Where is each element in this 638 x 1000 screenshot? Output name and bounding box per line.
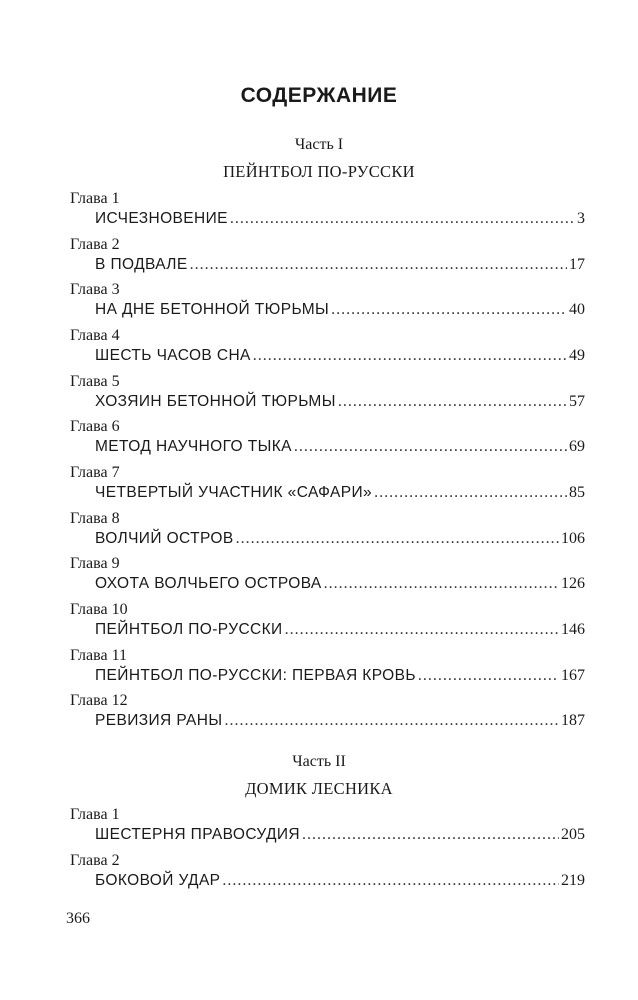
toc-entry-page: 219	[561, 872, 585, 889]
chapter-label: Глава 12	[70, 692, 128, 709]
toc-entry-title: БОКОВОЙ УДАР	[95, 872, 221, 889]
leader-dots	[294, 438, 567, 456]
leader-dots	[236, 530, 559, 548]
leader-dots	[222, 872, 559, 890]
chapter-label: Глава 5	[70, 373, 120, 390]
toc-entry[interactable]	[95, 301, 585, 319]
toc-entry[interactable]	[95, 575, 585, 593]
toc-entry-page: 146	[561, 621, 585, 638]
toc-entry[interactable]	[95, 621, 585, 639]
leader-dots	[374, 484, 567, 502]
toc-entry-page: 85	[569, 484, 585, 501]
part-2-label: Часть II	[292, 753, 346, 770]
toc-entry-page: 3	[577, 210, 585, 227]
leader-dots	[324, 575, 559, 593]
part-2-title: ДОМИК ЛЕСНИКА	[245, 779, 393, 798]
toc-entry[interactable]	[95, 347, 585, 365]
toc-heading: СОДЕРЖАНИЕ	[240, 84, 398, 107]
toc-entry-title: ШЕСТЬ ЧАСОВ СНА	[95, 347, 251, 364]
toc-entry-title: МЕТОД НАУЧНОГО ТЫКА	[95, 438, 292, 455]
toc-entry-page: 167	[561, 667, 585, 684]
chapter-label: Глава 1	[70, 806, 120, 823]
chapter-label: Глава 1	[70, 190, 120, 207]
chapter-label: Глава 7	[70, 464, 120, 481]
chapter-label: Глава 2	[70, 236, 120, 253]
page-number: 366	[66, 910, 90, 927]
toc-entry-title: ИСЧЕЗНОВЕНИЕ	[95, 210, 228, 227]
chapter-label: Глава 10	[70, 601, 128, 618]
toc-entry[interactable]	[95, 667, 585, 685]
toc-entry[interactable]	[95, 393, 585, 411]
chapter-label: Глава 11	[70, 647, 127, 664]
toc-entry-title: ОХОТА ВОЛЧЬЕГО ОСТРОВА	[95, 575, 322, 592]
toc-entry-page: 69	[569, 438, 585, 455]
toc-entry-title: НА ДНЕ БЕТОННОЙ ТЮРЬМЫ	[95, 301, 330, 318]
chapter-label: Глава 2	[70, 852, 120, 869]
leader-dots	[418, 667, 559, 685]
toc-entry-title: В ПОДВАЛЕ	[95, 256, 188, 273]
chapter-label: Глава 4	[70, 327, 120, 344]
chapter-label: Глава 6	[70, 418, 120, 435]
toc-entry[interactable]	[95, 484, 585, 502]
toc-entry-page: 40	[569, 301, 585, 318]
toc-entry-page: 57	[569, 393, 585, 410]
toc-entry-page: 126	[561, 575, 585, 592]
toc-entry[interactable]	[95, 256, 585, 274]
toc-entry-title: ШЕСТЕРНЯ ПРАВОСУДИЯ	[95, 826, 300, 843]
toc-entry-page: 205	[561, 826, 585, 843]
toc-entry-page: 17	[569, 256, 585, 273]
leader-dots	[190, 256, 567, 274]
toc-entry-title: ХОЗЯИН БЕТОННОЙ ТЮРЬМЫ	[95, 393, 336, 410]
chapter-label: Глава 9	[70, 555, 120, 572]
toc-entry-title: РЕВИЗИЯ РАНЫ	[95, 712, 223, 729]
leader-dots	[230, 210, 575, 228]
toc-entry[interactable]	[95, 826, 585, 844]
toc-entry[interactable]	[95, 530, 585, 548]
toc-entry-title: ПЕЙНТБОЛ ПО-РУССКИ: ПЕРВАЯ КРОВЬ	[95, 667, 416, 684]
toc-entry-page: 106	[561, 530, 585, 547]
chapter-label: Глава 3	[70, 281, 120, 298]
toc-entry[interactable]	[95, 712, 585, 730]
leader-dots	[285, 621, 559, 639]
chapter-label: Глава 8	[70, 510, 120, 527]
leader-dots	[225, 712, 559, 730]
toc-entry-title: ПЕЙНТБОЛ ПО-РУССКИ	[95, 621, 283, 638]
toc-entry[interactable]	[95, 438, 585, 456]
leader-dots	[253, 347, 567, 365]
toc-entry-title: ЧЕТВЕРТЫЙ УЧАСТНИК «САФАРИ»	[95, 484, 373, 501]
part-1-label: Часть I	[294, 136, 344, 153]
leader-dots	[338, 393, 567, 411]
leader-dots	[302, 826, 559, 844]
toc-entry[interactable]	[95, 872, 585, 890]
toc-entry[interactable]	[95, 210, 585, 228]
part-1-title: ПЕЙНТБОЛ ПО-РУССКИ	[223, 162, 415, 181]
toc-entry-title: ВОЛЧИЙ ОСТРОВ	[95, 530, 234, 547]
toc-entry-page: 187	[561, 712, 585, 729]
leader-dots	[331, 301, 567, 319]
toc-entry-page: 49	[569, 347, 585, 364]
